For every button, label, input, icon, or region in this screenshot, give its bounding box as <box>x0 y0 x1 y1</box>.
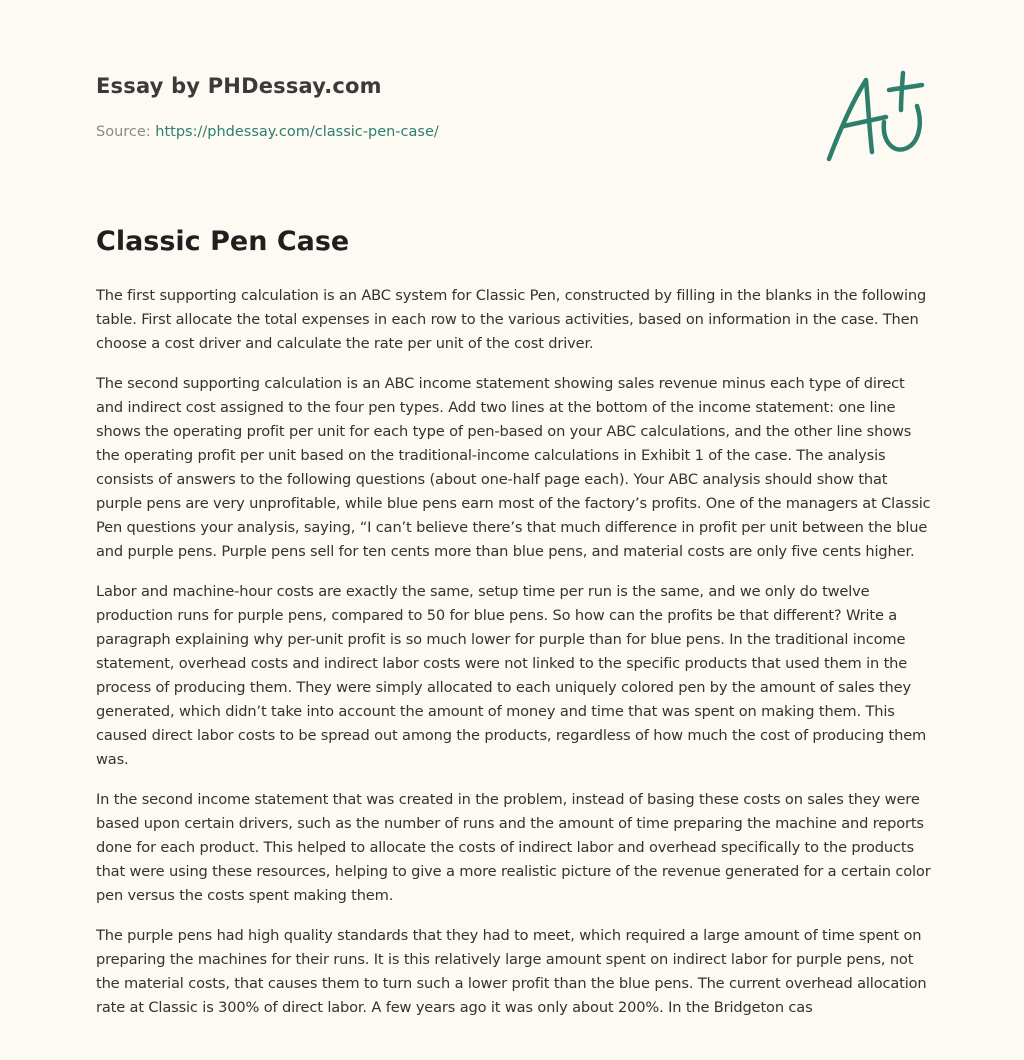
source-link[interactable]: https://phdessay.com/classic-pen-case/ <box>155 124 439 140</box>
a-plus-grade-icon <box>822 68 932 164</box>
essay-title: Classic Pen Case <box>96 226 350 257</box>
source-label: Source: <box>96 124 156 140</box>
essay-paragraph: Labor and machine-hour costs are exactly the same, setup time per run is the same, and we only do twelve production runs for purple pens, compared to 50 for blue pens. So how can the profits be that different? Write a paragraph explaining why per-unit profit is so much lower for purple than for blue pens. In the traditional income statement, overhead costs and indirect labor costs were not linked to the specific products that used them in the process of producing them. They were simply allocated to each uniquely colored pen by the amount of sales they generated, which didn’t take into account the amount of money and time that was spent on making them. This caused direct labor costs to be spread out among the products, regardless of how much the cost of producing them was. <box>96 583 927 768</box>
source-line <box>96 124 439 140</box>
essay-body <box>96 284 932 1036</box>
essay-paragraph: In the second income statement that was created in the problem, instead of basing these costs on sales they were based upon certain drivers, such as the number of runs and the amount of time preparing the machine and reports done for each product. This helped to allocate the costs of indirect labor and overhead specifically to the products that were using these resources, helping to give a more realistic picture of the revenue generated for a certain color pen versus the costs spent making them. <box>96 791 931 904</box>
essay-paragraph: The first supporting calculation is an ABC system for Classic Pen, constructed by filling in the blanks in the following table. First allocate the total expenses in each row to the various activities, based on information in the case. Then choose a cost driver and calculate the rate per unit of the cost driver. <box>96 287 927 352</box>
essay-paragraph: The purple pens had high quality standards that they had to meet, which required a large amount of time spent on preparing the machines for their runs. It is this relatively large amount spent on indirect labor for purple pens, not the material costs, that causes them to turn such a lower profit than the blue pens. The current overhead allocation rate at Classic is 300% of direct labor. A few years ago it was only about 200%. In the Bridgeton cas <box>96 927 927 1016</box>
site-title: Essay by PHDessay.com <box>96 74 382 98</box>
essay-paragraph: The second supporting calculation is an ABC income statement showing sales revenue minus each type of direct and indirect cost assigned to the four pen types. Add two lines at the bottom of the income statement: one line shows the operating profit per unit for each type of pen-based on your ABC calculations, and the other line shows the operating profit per unit based on the traditional-income calculations in Exhibit 1 of the case. The analysis consists of answers to the following questions (about one-half page each). Your ABC analysis should show that purple pens are very unprofitable, while blue pens earn most of the factory’s profits. One of the managers at Classic Pen questions your analysis, saying, “I can’t believe there’s that much difference in profit per unit between the blue and purple pens. Purple pens sell for ten cents more than blue pens, and material costs are only five cents higher. <box>96 375 931 560</box>
